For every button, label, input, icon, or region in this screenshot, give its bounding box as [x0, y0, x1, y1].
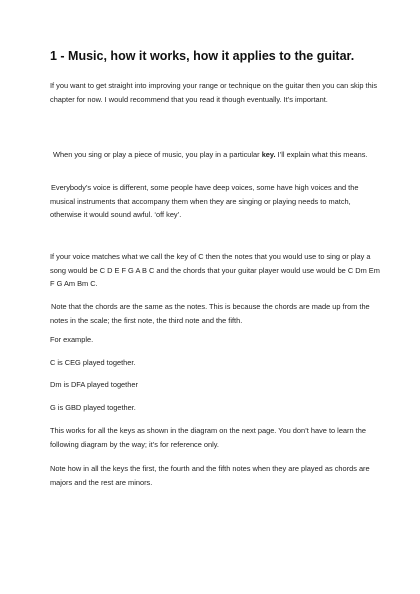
all-keys-paragraph: This works for all the keys as shown in the diagram on the next page. You don’t have to learn the following diagram by the way; it’s for reference only. [50, 426, 366, 449]
chapter-title: 1 - Music, how it works, how it applies to the guitar. [50, 49, 355, 63]
g-chord-paragraph: G is GBD played together. [50, 403, 136, 412]
key-paragraph [50, 148, 380, 162]
voice-paragraph: Everybody’s voice is different, some people have deep voices, some have high voices and the musical instruments that accompany them when they are singing or playing needs to match, otherwise it would sound awful. ‘off key’. [50, 183, 359, 220]
majors-minors-paragraph: Note how in all the keys the first, the fourth and the fifth notes when they are played as chords are majors and the rest are minors. [50, 464, 370, 487]
chords-notes-paragraph: Note that the chords are the same as the notes. This is because the chords are made up from the notes in the scale; the first note, the third note and the fifth. [50, 302, 370, 325]
c-chord-paragraph: C is CEG played together. [50, 358, 136, 367]
for-example-paragraph: For example. [50, 335, 94, 344]
key-paragraph-text-after: I’ll explain what this means. [275, 150, 368, 159]
key-of-c-paragraph: If your voice matches what we call the key of C then the notes that you would use to sing or play a song would be C D E F G A B C and the chords that your guitar player would use would be C Dm Em F G Am Bm C. [50, 252, 380, 289]
key-paragraph-text-before: When you sing or play a piece of music, you play in a particular [53, 150, 262, 159]
key-term: key. [261, 150, 276, 159]
intro-paragraph: If you want to get straight into improving your range or technique on the guitar then you can skip this chapter for now. I would recommend that you read it though eventually. It’s important. [50, 81, 378, 104]
dm-chord-paragraph: Dm is DFA played together [50, 380, 138, 389]
